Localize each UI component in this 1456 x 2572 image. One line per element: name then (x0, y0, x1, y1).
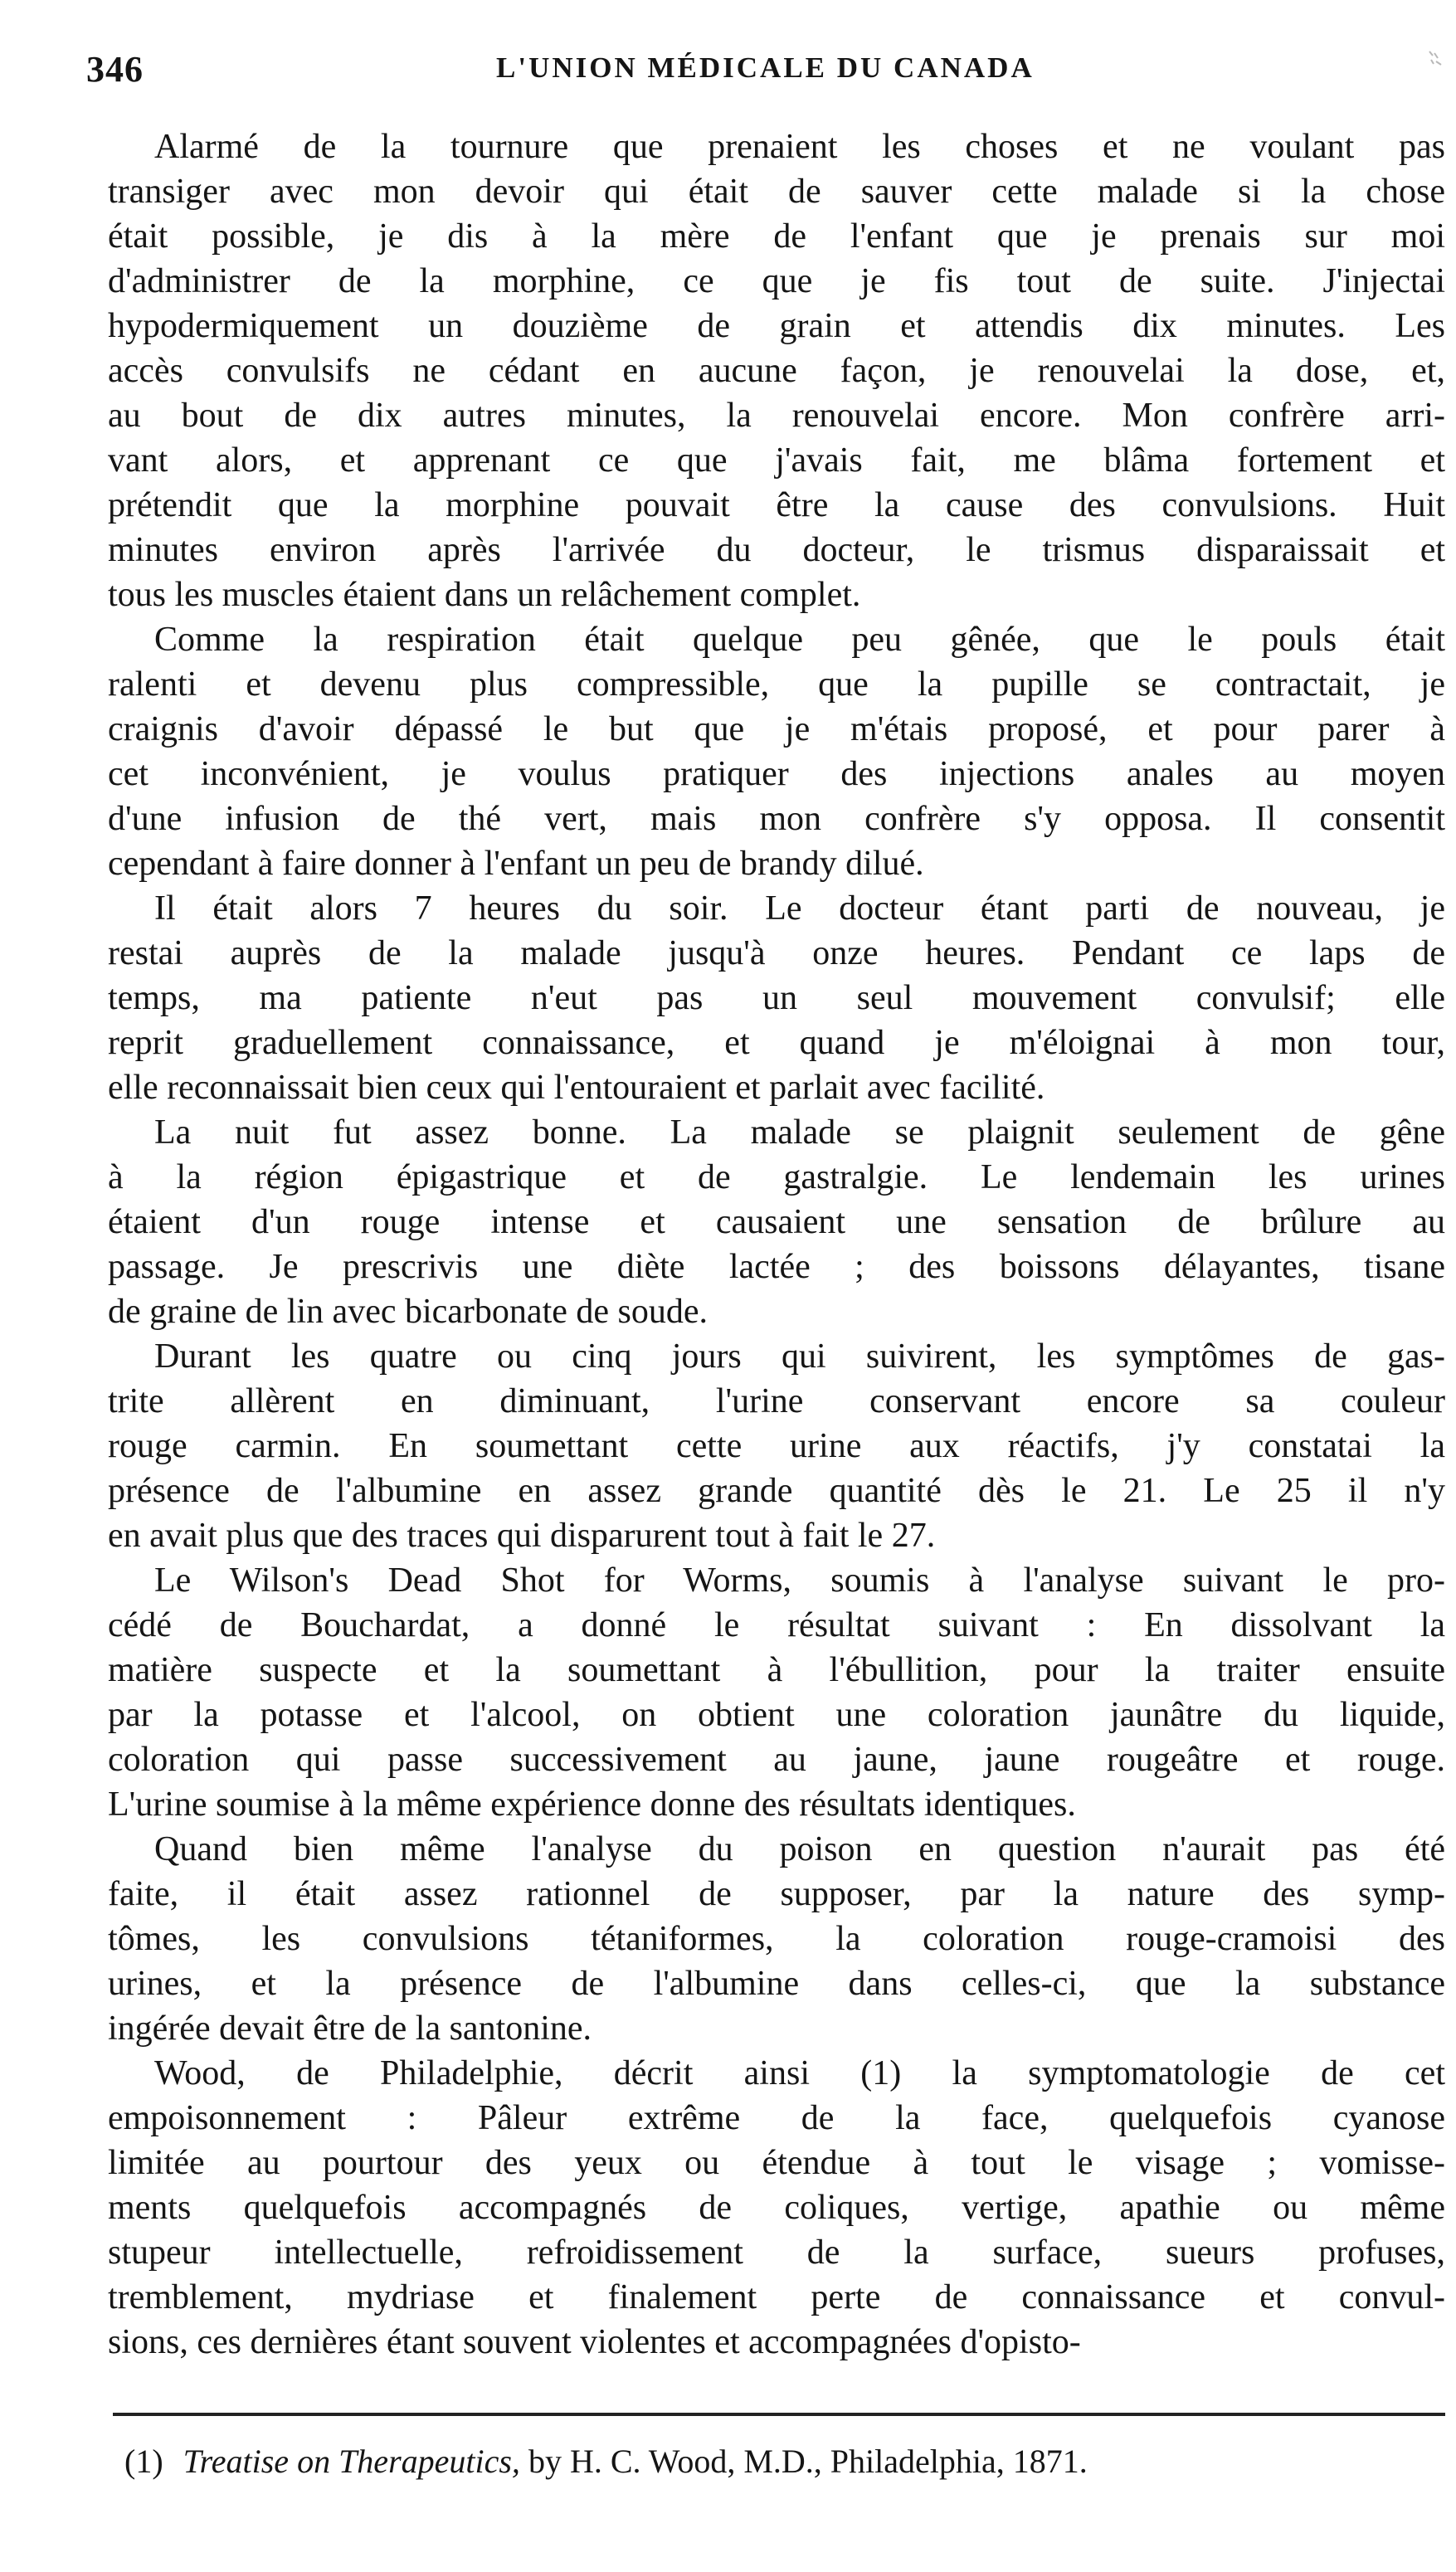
text-line: cédé de Bouchardat, a donné le résultat suivant : En dissolvant la (108, 1606, 1445, 1644)
footnote (124, 2439, 1369, 2484)
text-line: minutes environ après l'arrivée du docteur, le trismus disparaissait et (108, 531, 1445, 569)
text-line: présence de l'albumine en assez grande quantité dès le 21. Le 25 il n'y (108, 1472, 1445, 1510)
footnote-rule (113, 2413, 1445, 2416)
text-line: faite, il était assez rationnel de supposer, par la nature des symp- (108, 1875, 1445, 1913)
text-line: Durant les quatre ou cinq jours qui suivirent, les symptômes de gas- (154, 1337, 1445, 1376)
text-line: ments quelquefois accompagnés de coliques, vertige, apathie ou même (108, 2189, 1445, 2227)
text-line: en avait plus que des traces qui disparurent tout à fait le 27. (108, 1517, 936, 1555)
paragraph (108, 1827, 1445, 2051)
text-line: reprit graduellement connaissance, et quand je m'éloignai à mon tour, (108, 1024, 1445, 1062)
text-line: coloration qui passe successivement au jaune, jaune rougeâtre et rouge. (108, 1741, 1445, 1779)
text-line: Quand bien même l'analyse du poison en question n'aurait pas été (154, 1830, 1445, 1868)
text-line: restai auprès de la malade jusqu'à onze heures. Pendant ce laps de (108, 934, 1445, 972)
text-line: au bout de dix autres minutes, la renouvelai encore. Mon confrère arri- (108, 397, 1445, 435)
text-line: elle reconnaissait bien ceux qui l'entouraient et parlait avec facilité. (108, 1069, 1045, 1107)
text-line: Comme la respiration était quelque peu gênée, que le pouls était (154, 621, 1445, 659)
text-line: Alarmé de la tournure que prenaient les choses et ne voulant pas (154, 128, 1445, 166)
text-line: L'urine soumise à la même expérience donne des résultats identiques. (108, 1785, 1076, 1824)
running-header (0, 48, 1456, 98)
text-line: Wood, de Philadelphie, décrit ainsi (1) la symptomatologie de cet (154, 2054, 1445, 2092)
text-line: accès convulsifs ne cédant en aucune façon, je renouvelai la dose, et, (108, 352, 1445, 390)
text-line: étaient d'un rouge intense et causaient une sensation de brûlure au (108, 1203, 1445, 1241)
page-number: 346 (86, 49, 144, 90)
text-line: sions, ces dernières étant souvent violentes et accompagnées d'opisto- (108, 2323, 1081, 2361)
text-line: tous les muscles étaient dans un relâchement complet. (108, 576, 861, 614)
text-line: d'administrer de la morphine, ce que je fis tout de suite. J'injectai (108, 262, 1445, 300)
text-line: limitée au pourtour des yeux ou étendue à tout le visage ; vomisse- (108, 2144, 1445, 2182)
text-line: par la potasse et l'alcool, on obtient une coloration jaunâtre du liquide, (108, 1696, 1445, 1734)
text-line: ralenti et devenu plus compressible, que la pupille se contractait, je (108, 665, 1445, 704)
text-line: urines, et la présence de l'albumine dans celles-ci, que la substance (108, 1965, 1445, 2003)
text-line: tremblement, mydriase et finalement perte de connaissance et convul- (108, 2278, 1445, 2316)
text-line: cependant à faire donner à l'enfant un peu de brandy dilué. (108, 845, 924, 883)
text-line: matière suspecte et la soumettant à l'ébullition, pour la traiter ensuite (108, 1651, 1445, 1689)
text-line: rouge carmin. En soumettant cette urine aux réactifs, j'y constatai la (108, 1427, 1445, 1465)
paragraph (108, 1558, 1445, 1827)
text-line: vant alors, et apprenant ce que j'avais fait, me blâma fortement et (108, 441, 1445, 480)
text-line: La nuit fut assez bonne. La malade se plaignit seulement de gêne (154, 1113, 1445, 1152)
paragraph (108, 1334, 1445, 1558)
text-line: cet inconvénient, je voulus pratiquer des injections anales au moyen (108, 755, 1445, 793)
text-line: empoisonnement : Pâleur extrême de la face, quelquefois cyanose (108, 2099, 1445, 2137)
paragraph (108, 886, 1445, 1110)
text-line: prétendit que la morphine pouvait être la cause des convulsions. Huit (108, 486, 1445, 524)
text-line: à la région épigastrique et de gastralgie. Le lendemain les urines (108, 1158, 1445, 1196)
text-line: hypodermiquement un douzième de grain et attendis dix minutes. Les (108, 307, 1445, 345)
text-line: passage. Je prescrivis une diète lactée ; des boissons délayantes, tisane (108, 1248, 1445, 1286)
journal-title: L'UNION MÉDICALE DU CANADA (496, 51, 1035, 84)
text-line: Le Wilson's Dead Shot for Worms, soumis à l'analyse suivant le pro- (154, 1561, 1445, 1600)
paragraph (108, 124, 1445, 617)
text-line: craignis d'avoir dépassé le but que je m'étais proposé, et pour parer à (108, 710, 1445, 748)
text-line: ingérée devait être de la santonine. (108, 2009, 592, 2048)
article-body (108, 124, 1445, 2365)
paragraph (108, 617, 1445, 886)
text-line: temps, ma patiente n'eut pas un seul mouvement convulsif; elle (108, 979, 1445, 1017)
text-line: tômes, les convulsions tétaniformes, la coloration rouge-cramoisi des (108, 1920, 1445, 1958)
paragraph (108, 1110, 1445, 1334)
text-line: de graine de lin avec bicarbonate de soude. (108, 1293, 709, 1331)
footnote-citation: by H. C. Wood, M.D., Philadelphia, 1871. (528, 2443, 1088, 2480)
text-line: transiger avec mon devoir qui était de sauver cette malade si la chose (108, 173, 1445, 211)
text-line: Il était alors 7 heures du soir. Le docteur étant parti de nouveau, je (154, 889, 1445, 928)
text-line: d'une infusion de thé vert, mais mon confrère s'y opposa. Il consentit (108, 800, 1445, 838)
footnote-marker: (1) (124, 2443, 163, 2480)
footnote-work-title: Treatise on Therapeutics, (183, 2443, 520, 2480)
text-line: était possible, je dis à la mère de l'enfant que je prenais sur moi (108, 217, 1445, 256)
corner-smudge-mark (1411, 48, 1444, 81)
text-line: trite allèrent en diminuant, l'urine conservant encore sa couleur (108, 1382, 1445, 1420)
paragraph (108, 2051, 1445, 2365)
text-line: stupeur intellectuelle, refroidissement de la surface, sueurs profuses, (108, 2233, 1445, 2272)
